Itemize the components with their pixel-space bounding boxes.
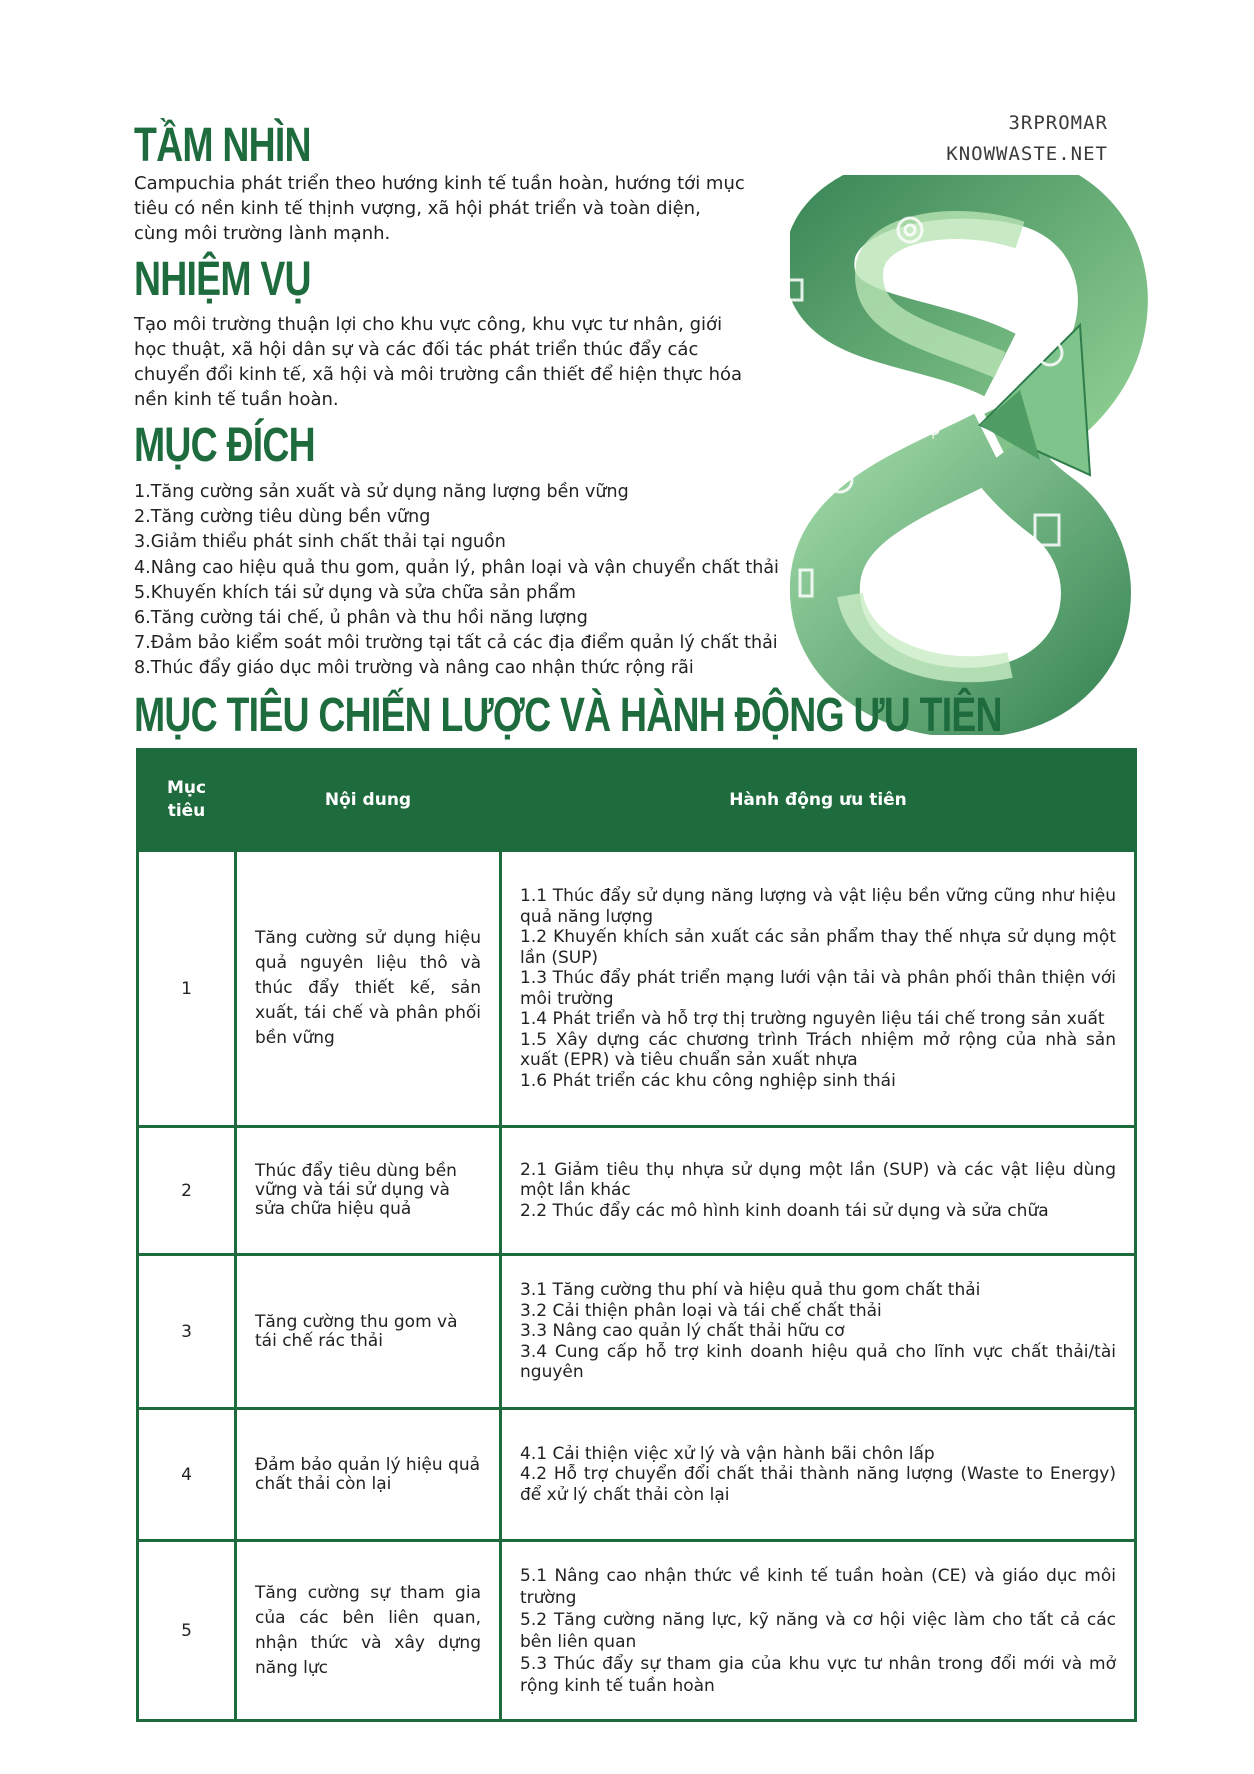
action-item: 1.5 Xây dựng các chương trình Trách nhiệm mở rộng của nhà sản xuất (EPR) và tiêu chuẩn sản xuất nhựa [520,1029,1116,1070]
vision-text: Campuchia phát triển theo hướng kinh tế tuần hoàn, hướng tới mục tiêu có nền kinh tế thịnh vượng, xã hội phát triển và toàn diện, cùng môi trường lành mạnh. [134,173,745,244]
purpose-list [134,480,779,682]
header-goal [138,750,236,851]
header-goal-line1: Mục [166,778,207,798]
action-item: 4.2 Hỗ trợ chuyển đổi chất thải thành năng lượng (Waste to Energy) để xử lý chất thải còn lại [520,1464,1116,1505]
brand-line-2: KNOWWASTE.NET [946,143,1108,165]
header-content: Nội dung [236,750,501,851]
goal-actions [501,851,1136,1127]
goal-actions [501,1127,1136,1255]
purpose-title: MỤC ĐÍCH [134,419,315,472]
header-goal-line2: tiêu [167,801,206,821]
goal-number: 5 [138,1541,236,1721]
goal-actions [501,1541,1136,1721]
brand-block [946,108,1108,170]
bulb-icon [900,595,920,615]
mission-text: Tạo môi trường thuận lợi cho khu vực công, khu vực tư nhân, giới học thuật, xã hội dân sự và các đối tác phát triển thúc đẩy các chuyển đổi kinh tế, xã hội và môi trường cần thiết để hiện thực hóa nền kinh tế tuần hoàn. [134,314,743,410]
table-row [138,851,1136,1127]
table-row [138,1255,1136,1409]
header-actions: Hành động ưu tiên [501,750,1136,851]
goal-actions [501,1409,1136,1541]
goal-number: 1 [138,851,236,1127]
action-item: 1.6 Phát triển các khu công nghiệp sinh thái [520,1070,896,1091]
goal-content: Tăng cường sử dụng hiệu quả nguyên liệu thô và thúc đẩy thiết kế, sản xuất, tái chế và phân phối bền vững [236,851,501,1127]
action-item: 1.1 Thúc đẩy sử dụng năng lượng và vật liệu bền vững cũng như hiệu quả năng lượng [520,886,1116,927]
table-row [138,1409,1136,1541]
action-item: 2.2 Thúc đẩy các mô hình kinh doanh tái sử dụng và sửa chữa [520,1200,1049,1221]
action-item: 3.4 Cung cấp hỗ trợ kinh doanh hiệu quả cho lĩnh vực chất thải/tài nguyên [520,1341,1116,1383]
action-item: 3.2 Cải thiện phân loại và tái chế chất thải [520,1300,882,1321]
brand-line-1: 3RPROMAR [1008,112,1108,134]
action-item: 4.1 Cải thiện việc xử lý và vận hành bãi chôn lấp [520,1443,935,1464]
table-row [138,1541,1136,1721]
purpose-item: 8.Thúc đẩy giáo dục môi trường và nâng cao nhận thức rộng rãi [134,658,694,679]
purpose-item: 5.Khuyến khích tái sử dụng và sửa chữa sản phẩm [134,582,576,603]
goal-content: Tăng cường thu gom và tái chế rác thải [236,1255,501,1409]
goal-actions [501,1255,1136,1409]
purpose-item: 3.Giảm thiểu phát sinh chất thải tại nguồn [134,532,506,553]
action-item: 1.3 Thúc đẩy phát triển mạng lưới vận tải và phân phối thân thiện với môi trường [520,968,1116,1009]
goal-number: 2 [138,1127,236,1255]
dollar-icon: $ [925,412,942,442]
purpose-item: 2.Tăng cường tiêu dùng bền vững [134,507,431,528]
action-item: 2.1 Giảm tiêu thụ nhựa sử dụng một lần (SUP) và các vật liệu dùng một lần khác [520,1159,1116,1201]
goal-content: Tăng cường sự tham gia của các bên liên quan, nhận thức và xây dựng năng lực [236,1541,501,1721]
action-item: 5.2 Tăng cường năng lực, kỹ năng và cơ hội việc làm cho tất cả các bên liên quan [520,1609,1116,1652]
table-header-row [138,750,1136,851]
action-item: 1.4 Phát triển và hỗ trợ thị trường nguyên liệu tái chế trong sản xuất [520,1009,1105,1029]
circular-economy-eight-graphic [790,175,1150,735]
strategy-table [136,748,1137,1722]
action-item: 3.1 Tăng cường thu phí và hiệu quả thu gom chất thải [520,1280,981,1301]
goal-content: Thúc đẩy tiêu dùng bền vững và tái sử dụng và sửa chữa hiệu quả [236,1127,501,1255]
purpose-item: 7.Đảm bảo kiểm soát môi trường tại tất cả các địa điểm quản lý chất thải [134,633,778,654]
action-item: 5.3 Thúc đẩy sự tham gia của khu vực tư nhân trong đổi mới và mở rộng kinh tế tuần hoàn [520,1653,1116,1696]
vision-title: TẦM NHÌN [134,119,311,172]
action-item: 1.2 Khuyến khích sản xuất các sản phẩm thay thế nhựa sử dụng một lần (SUP) [520,927,1116,968]
purpose-item: 6.Tăng cường tái chế, ủ phân và thu hồi năng lượng [134,608,588,629]
action-item: 3.3 Nâng cao quản lý chất thải hữu cơ [520,1321,845,1342]
goal-number: 4 [138,1409,236,1541]
strategy-title: MỤC TIÊU CHIẾN LƯỢC VÀ HÀNH ĐỘNG ƯU TIÊN [134,689,1002,742]
purpose-item: 1.Tăng cường sản xuất và sử dụng năng lượng bền vững [134,482,629,502]
purpose-item: 4.Nâng cao hiệu quả thu gom, quản lý, phân loại và vận chuyển chất thải [134,557,779,578]
goal-number: 3 [138,1255,236,1409]
action-item: 5.1 Nâng cao nhận thức về kinh tế tuần hoàn (CE) và giáo dục môi trường [520,1565,1116,1608]
mission-title: NHIỆM VỤ [134,253,311,306]
table-row [138,1127,1136,1255]
goal-content: Đảm bảo quản lý hiệu quả chất thải còn lại [236,1409,501,1541]
